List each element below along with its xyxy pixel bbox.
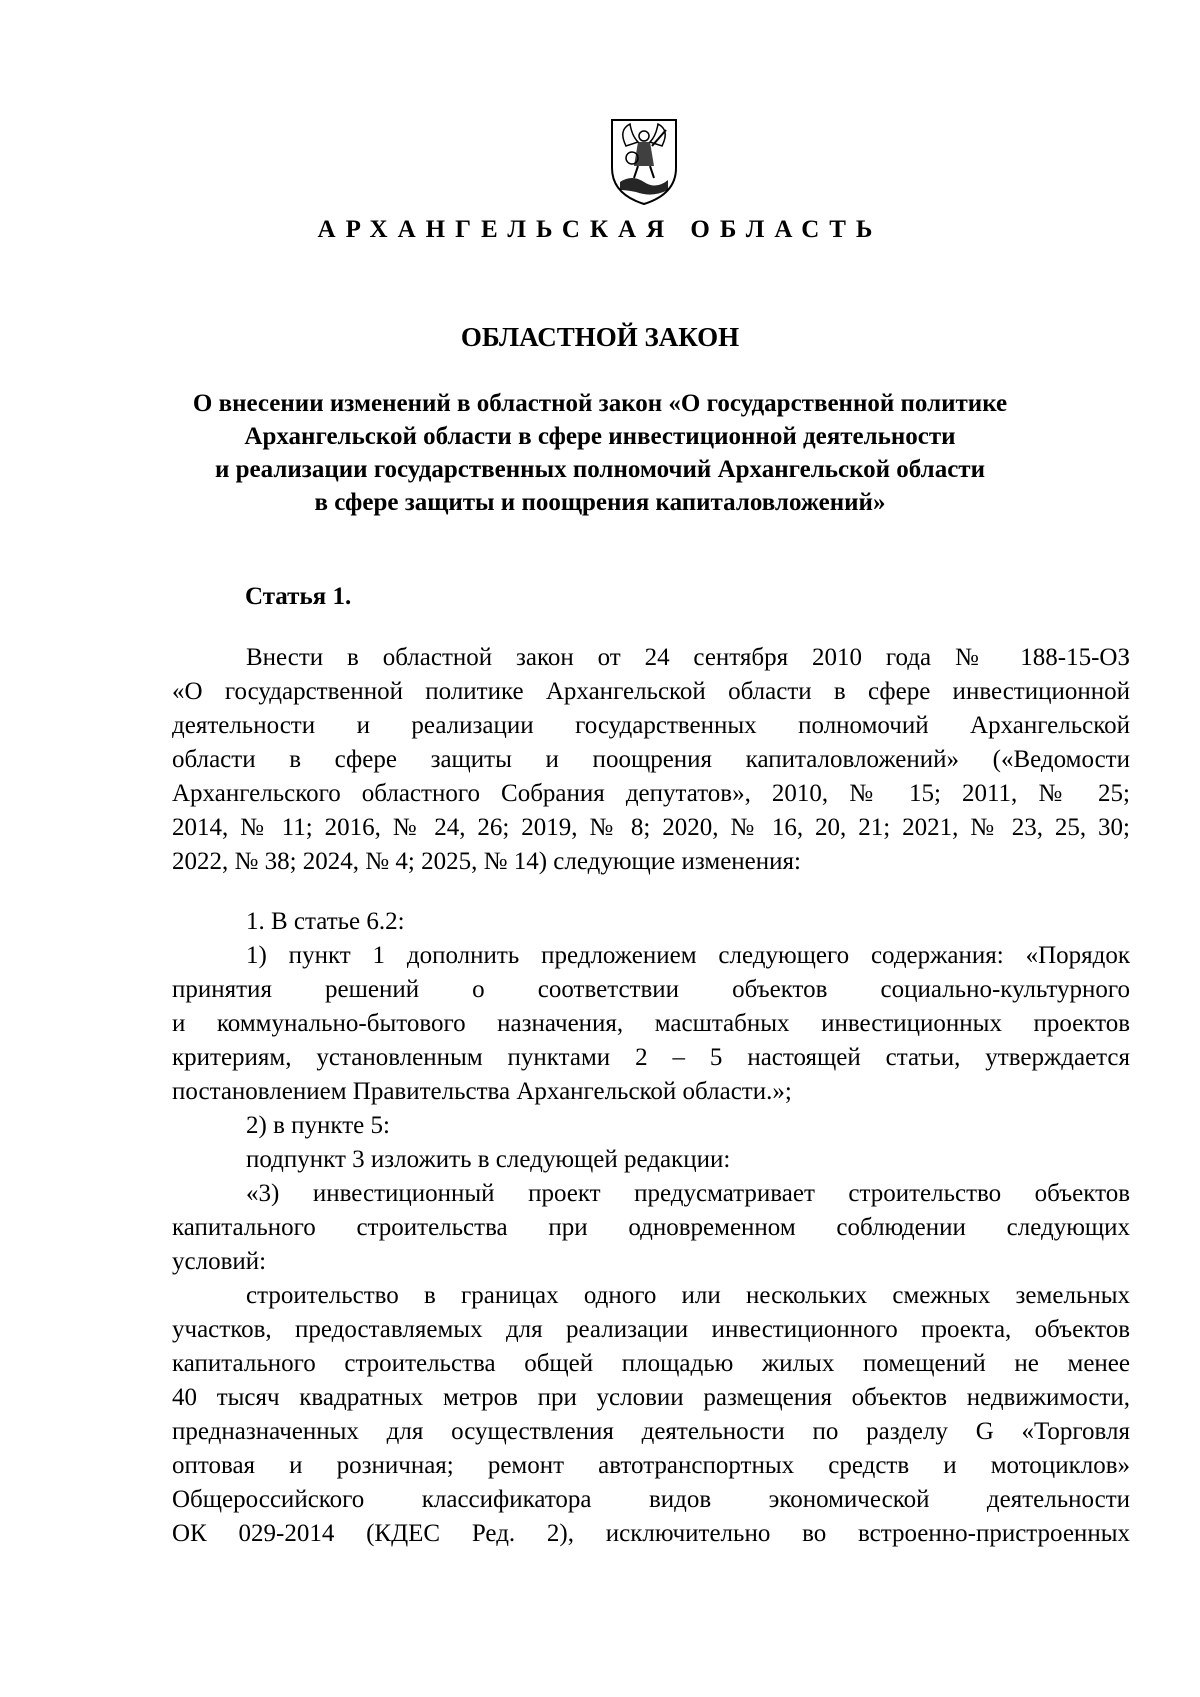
text-line: постановлением Правительства Архангельской области.»;: [172, 1078, 792, 1105]
text-line: подпункт 3 изложить в следующей редакции:: [246, 1146, 731, 1173]
text-line: 2022, № 38; 2024, № 4; 2025, № 14) следующие изменения:: [172, 848, 801, 875]
region-name: АРХАНГЕЛЬСКАЯ ОБЛАСТЬ: [317, 216, 883, 243]
text-line: оптовая и розничная; ремонт автотранспортных средств и мотоциклов»: [172, 1452, 1130, 1479]
text-line: Архангельского областного Собрания депутатов», 2010, № 15; 2011, № 25;: [172, 780, 1130, 807]
text-line: критериям, установленным пунктами 2 – 5 настоящей статьи, утверждается: [172, 1044, 1130, 1071]
text-line: предназначенных для осуществления деятельности по разделу G «Торговля: [172, 1418, 1130, 1445]
text-line: ОК 029-2014 (КДЕС Ред. 2), исключительно во встроенно-пристроенных: [172, 1520, 1130, 1547]
law-type-title: ОБЛАСТНОЙ ЗАКОН: [460, 322, 740, 352]
text-line: 2014, № 11; 2016, № 24, 26; 2019, № 8; 2020, № 16, 20, 21; 2021, № 23, 25, 30;: [172, 814, 1130, 841]
text-line: 1. В статье 6.2:: [246, 908, 405, 935]
text-line: условий:: [172, 1248, 267, 1275]
text-line: 40 тысяч квадратных метров при условии размещения объектов недвижимости,: [172, 1384, 1130, 1411]
text-line: капитального строительства общей площадью жилых помещений не менее: [172, 1350, 1130, 1377]
text-line: деятельности и реализации государственных полномочий Архангельской: [172, 712, 1130, 739]
text-line: Общероссийского классификатора видов экономической деятельности: [172, 1486, 1130, 1513]
text-line: «О государственной политике Архангельской области в сфере инвестиционной: [172, 678, 1130, 705]
text-line: и коммунально-бытового назначения, масштабных инвестиционных проектов: [172, 1010, 1130, 1037]
subtitle-line: и реализации государственных полномочий Архангельской области: [215, 456, 985, 483]
subtitle-line: в сфере защиты и поощрения капиталовложений»: [314, 489, 886, 516]
text-line: строительство в границах одного или нескольких смежных земельных: [246, 1282, 1130, 1309]
article-heading: Статья 1.: [245, 583, 352, 610]
text-line: 1) пункт 1 дополнить предложением следующего содержания: «Порядок: [246, 942, 1130, 969]
amendments-section: [172, 905, 1130, 1551]
text-line: «3) инвестиционный проект предусматривает строительство объектов: [246, 1180, 1130, 1207]
text-line: области в сфере защиты и поощрения капиталовложений» («Ведомости: [172, 746, 1130, 773]
text-line: 2) в пункте 5:: [246, 1112, 390, 1139]
law-subtitle: [130, 387, 1070, 519]
text-line: капитального строительства при одновременном соблюдении следующих: [172, 1214, 1130, 1241]
text-line: Внести в областной закон от 24 сентября 2010 года № 188-15-ОЗ: [246, 644, 1130, 671]
text-line: участков, предоставляемых для реализации инвестиционного проекта, объектов: [172, 1316, 1130, 1343]
subtitle-line: О внесении изменений в областной закон «О государственной политике: [192, 390, 1008, 417]
text-line: принятия решений о соответствии объектов социально-культурного: [172, 976, 1130, 1003]
article-intro-paragraph: [172, 641, 1130, 879]
subtitle-line: Архангельской области в сфере инвестиционной деятельности: [244, 423, 956, 450]
coat-of-arms-icon: [608, 116, 680, 206]
